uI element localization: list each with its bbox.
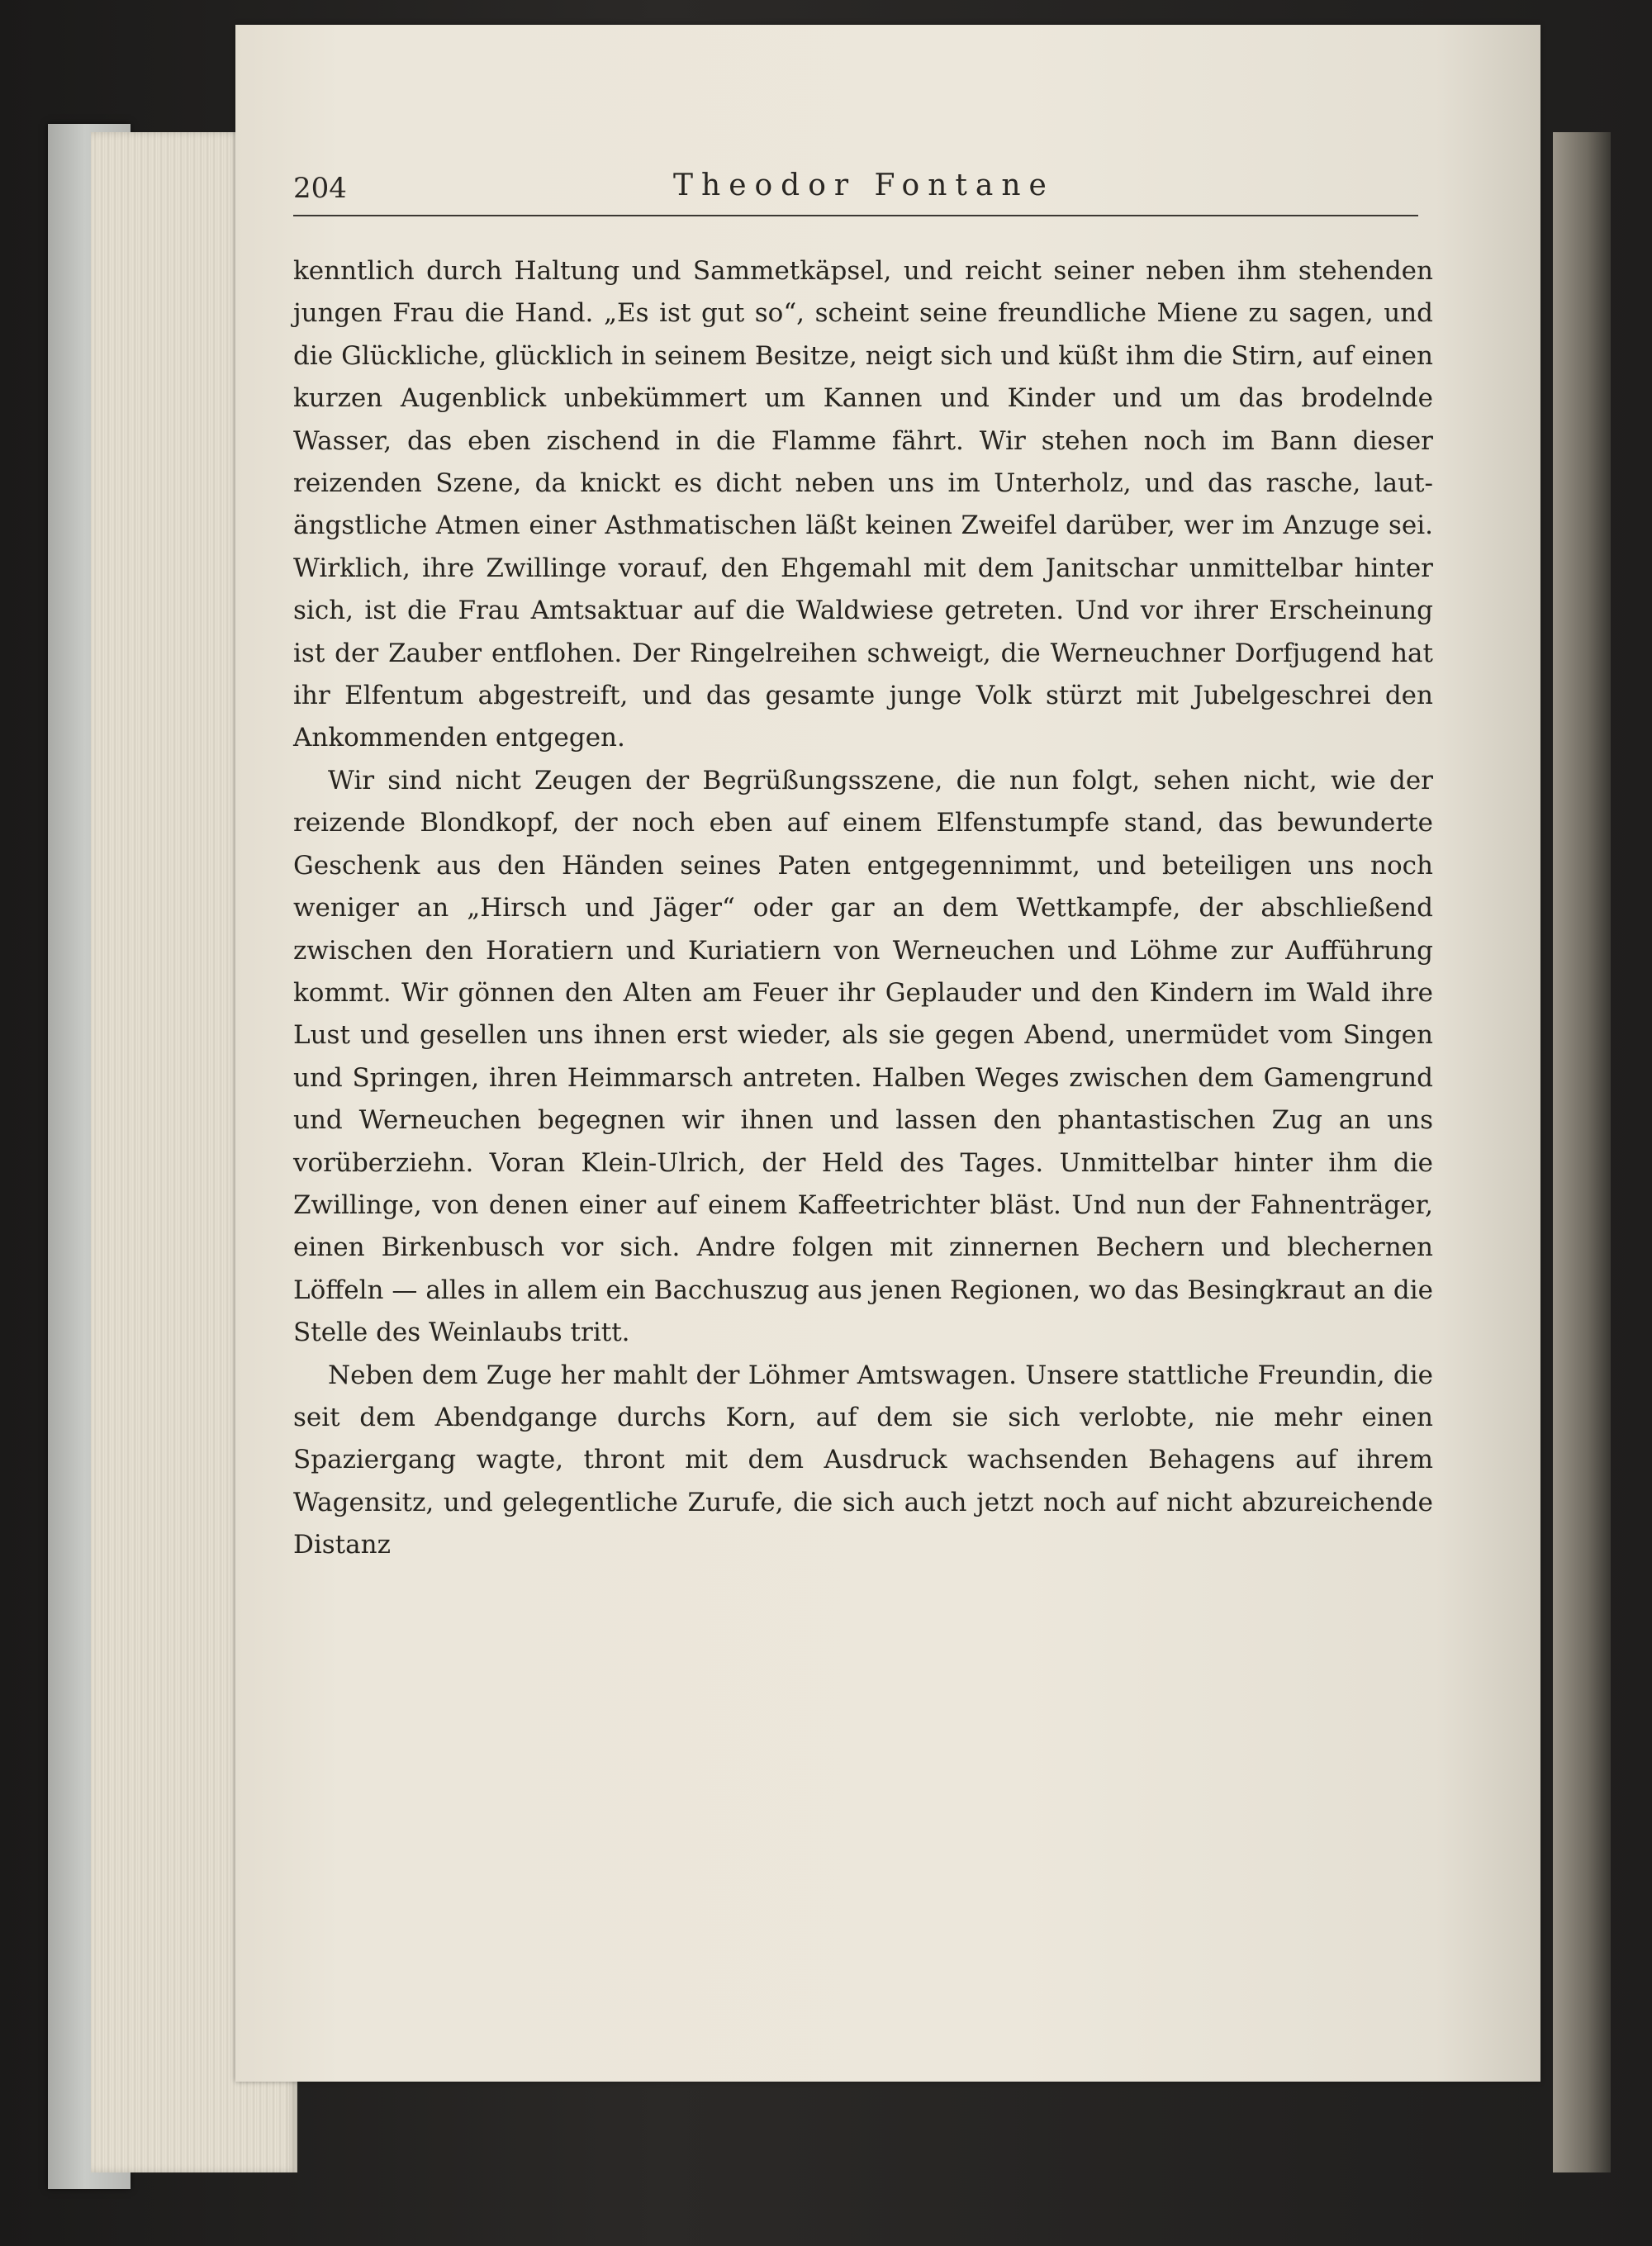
paragraph-2: Wir sind nicht Zeugen der Begrüßungsszene, die nun folgt, sehen nicht, wie der reizende Blondkopf, der noch eben auf einem Elfenstumpfe stand, das bewunderte Geschenk aus den Händen seines Paten entgegennimmt, und beteiligen uns noch weniger an „Hirsch und Jäger“ oder gar an dem Wettkampfe, der abschließend zwischen den Horatiern und Kuriatiern von Werneuchen und Löhme zur Aufführung kommt. Wir gönnen den Alten am Feuer ihr Geplauder und den Kindern im Wald ihre Lust und gesellen uns ihnen erst wieder, als sie gegen Abend, unermüdet vom Singen und Springen, ihren Heimmarsch antreten. Halben Weges zwischen dem Gamengrund und Werneuchen begegnen wir ihnen und lassen den phantastischen Zug an uns vorüberziehn. Voran Klein-Ulrich, der Held des Tages. Unmittelbar hinter ihm die Zwillinge, von denen einer auf einem Kaffeetrichter bläst. Und nun der Fahnenträger, einen Birkenbusch vor sich. Andre folgen mit zinnernen Bechern und blechernen Löffeln — alles in allem ein Bacchuszug aus jenen Regionen, wo das Besingkraut an die Stelle des Weinlaubs tritt. bbox=[293, 765, 1433, 1348]
paragraph-3: Neben dem Zuge her mahlt der Löhmer Amtswagen. Unsere stattliche Freundin, die seit dem Abendgange durchs Korn, auf dem sie sich verlobte, nie mehr einen Spaziergang wagte, thront mit dem Ausdruck wachsenden Behagens auf ihrem Wagensitz, und gelegentliche Zurufe, die sich auch jetzt noch auf nicht abzureichende Distanz bbox=[293, 1360, 1433, 1560]
running-title: Theodor Fontane bbox=[673, 169, 1055, 202]
gutter-shadow bbox=[1553, 132, 1611, 2172]
page-number: 204 bbox=[293, 172, 347, 205]
paragraph-1: kenntlich durch Haltung und Sammetkäpsel, und reicht seiner neben ihm stehenden jungen Frau die Hand. „Es ist gut so“, scheint seine freundliche Miene zu sagen, und die Glückliche, glücklich in seinem Besitze, neigt sich und küßt ihm die Stirn, auf einen kurzen Augenblick unbekümmert um Kannen und Kinder und um das brodelnde Wasser, das eben zischend in die Flamme fährt. Wir stehen noch im Bann dieser reizenden Szene, da knickt es dicht neben uns im Unterholz, und das rasche, laut-ängstliche Atmen einer Asthmatischen läßt keinen Zweifel darüber, wer im Anzuge sei. Wirklich, ihre Zwillinge vorauf, den Ehgemahl mit dem Janitschar unmittelbar hinter sich, ist die Frau Amtsaktuar auf die Waldwiese getreten. Und vor ihrer Erscheinung ist der Zauber entflohen. Der Ringelreihen schweigt, die Werneuchner Dorfjugend hat ihr Elfentum abgestreift, und das gesamte junge Volk stürzt mit Jubelgeschrei den Ankommenden entgegen. bbox=[293, 256, 1433, 753]
body-text bbox=[293, 250, 1433, 1567]
header-rule bbox=[293, 215, 1418, 216]
running-head bbox=[293, 169, 1433, 221]
